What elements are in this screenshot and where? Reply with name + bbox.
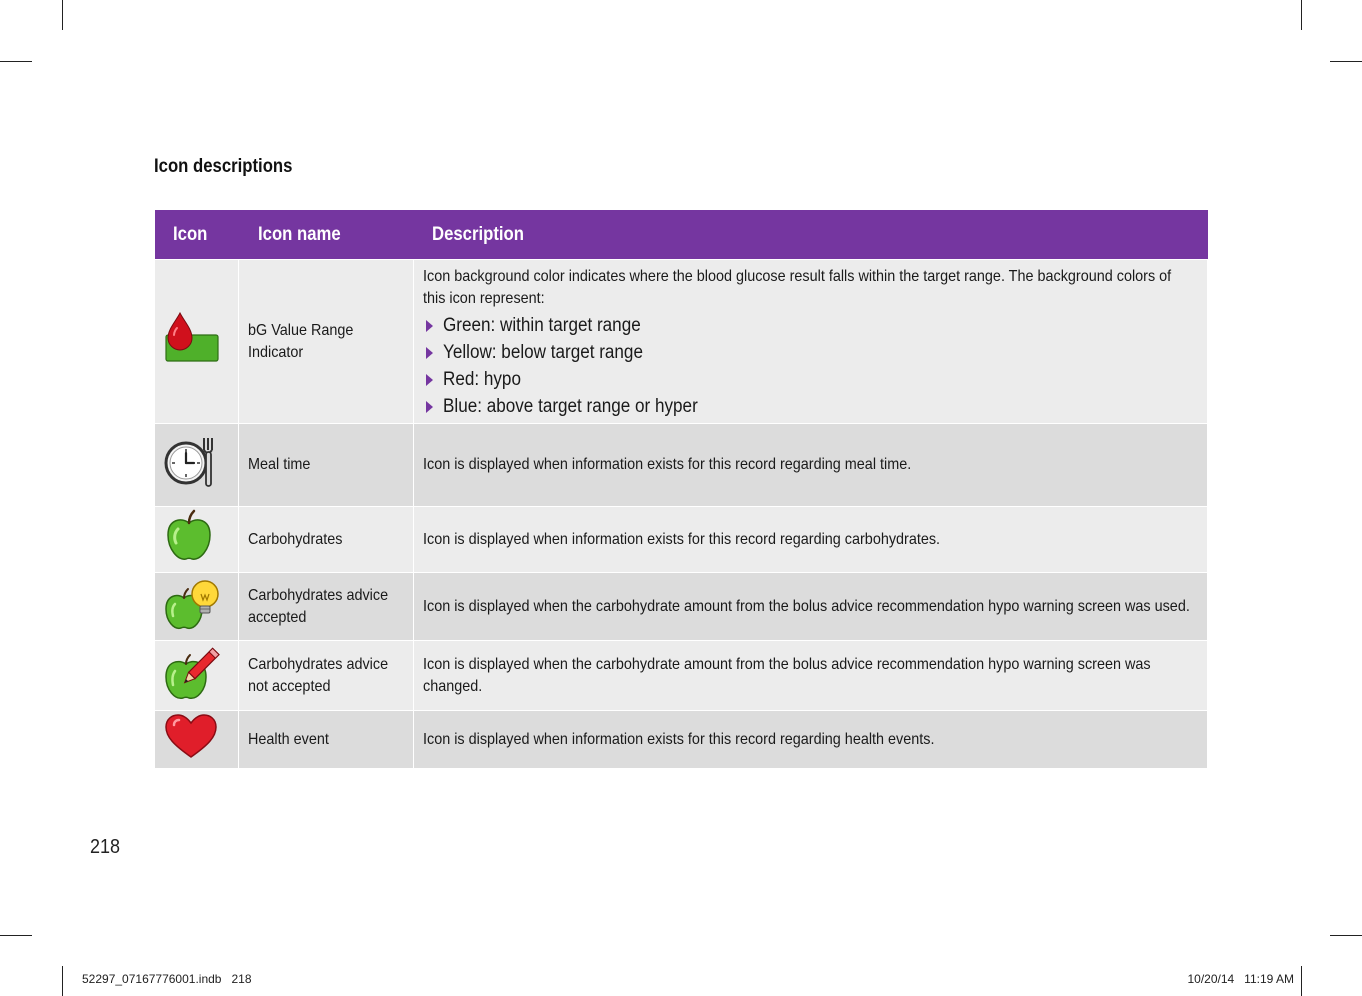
carbohydrates-icon	[164, 509, 214, 563]
table-row	[155, 424, 1208, 507]
carbohydrates-advice-accepted-icon	[164, 576, 222, 630]
bullet-triangle-icon	[426, 401, 433, 413]
icon-name: Meal time	[248, 456, 311, 473]
color-legend-list	[423, 312, 1198, 420]
crop-mark	[0, 935, 32, 936]
icon-name-cell	[239, 507, 414, 573]
description-cell	[414, 711, 1208, 769]
list-item: Blue: above target range or hyper	[423, 393, 1198, 420]
icon-name: Carbohydrates	[248, 530, 343, 548]
list-item: Yellow: below target range	[423, 339, 1198, 366]
column-header-description: Description	[414, 210, 1208, 260]
list-item: Green: within target range	[423, 312, 1198, 339]
icon-name-cell	[239, 711, 414, 769]
icon-descriptions-table	[154, 210, 1208, 769]
description-cell	[414, 507, 1208, 573]
print-slug-file: 52297_07167776001.indb 218	[82, 972, 252, 986]
icon-cell	[155, 573, 239, 641]
icon-cell	[155, 260, 239, 424]
page-number: 218	[90, 836, 121, 858]
column-header-icon: Icon	[155, 210, 239, 260]
list-item: Red: hypo	[423, 366, 1198, 393]
section-title: Icon descriptions	[154, 156, 293, 177]
icon-name: bG Value Range Indicator	[248, 321, 354, 361]
icon-name: Carbohydrates advice not accepted	[248, 655, 389, 695]
crop-mark	[0, 61, 32, 62]
icon-cell	[155, 424, 239, 507]
description-cell	[414, 260, 1208, 424]
crop-mark	[1330, 61, 1362, 62]
crop-mark	[62, 966, 63, 996]
print-slug-timestamp: 10/20/14 11:19 AM	[1187, 972, 1294, 986]
table-row	[155, 573, 1208, 641]
description-cell	[414, 641, 1208, 711]
description-text: Icon is displayed when information exists for this record regarding meal time.	[423, 456, 912, 473]
bullet-triangle-icon	[426, 374, 433, 386]
description-text: Icon is displayed when the carbohydrate amount from the bolus advice recommendation hypo warning screen was used.	[423, 597, 1190, 615]
table-row	[155, 641, 1208, 711]
icon-name: Carbohydrates advice accepted	[248, 586, 389, 626]
description-text: Icon is displayed when information exists for this record regarding carbohydrates.	[423, 530, 941, 548]
bg-value-range-indicator-icon	[164, 311, 220, 365]
icon-name-cell	[239, 424, 414, 507]
crop-mark	[1301, 966, 1302, 996]
crop-mark	[1301, 0, 1302, 30]
meal-time-icon	[164, 434, 222, 490]
table-row	[155, 711, 1208, 769]
description-text: Icon is displayed when the carbohydrate amount from the bolus advice recommendation hypo warning screen was changed.	[423, 655, 1151, 695]
icon-name-cell	[239, 641, 414, 711]
description-cell	[414, 573, 1208, 641]
column-header-icon-name: Icon name	[239, 210, 414, 260]
icon-name: Health event	[248, 730, 329, 748]
description-cell	[414, 424, 1208, 507]
bullet-triangle-icon	[426, 320, 433, 332]
icon-cell	[155, 711, 239, 769]
health-event-icon	[164, 713, 218, 759]
bullet-triangle-icon	[426, 347, 433, 359]
crop-mark	[1330, 935, 1362, 936]
icon-name-cell	[239, 573, 414, 641]
icon-cell	[155, 641, 239, 711]
table-header-row	[155, 210, 1208, 260]
crop-mark	[62, 0, 63, 30]
icon-name-cell	[239, 260, 414, 424]
table-row	[155, 260, 1208, 424]
table-row	[155, 507, 1208, 573]
icon-cell	[155, 507, 239, 573]
carbohydrates-advice-not-accepted-icon	[164, 644, 222, 700]
description-text: Icon is displayed when information exists for this record regarding health events.	[423, 730, 935, 748]
description-text: Icon background color indicates where the blood glucose result falls within the target range. The background colors of this icon represent:	[423, 268, 1172, 307]
